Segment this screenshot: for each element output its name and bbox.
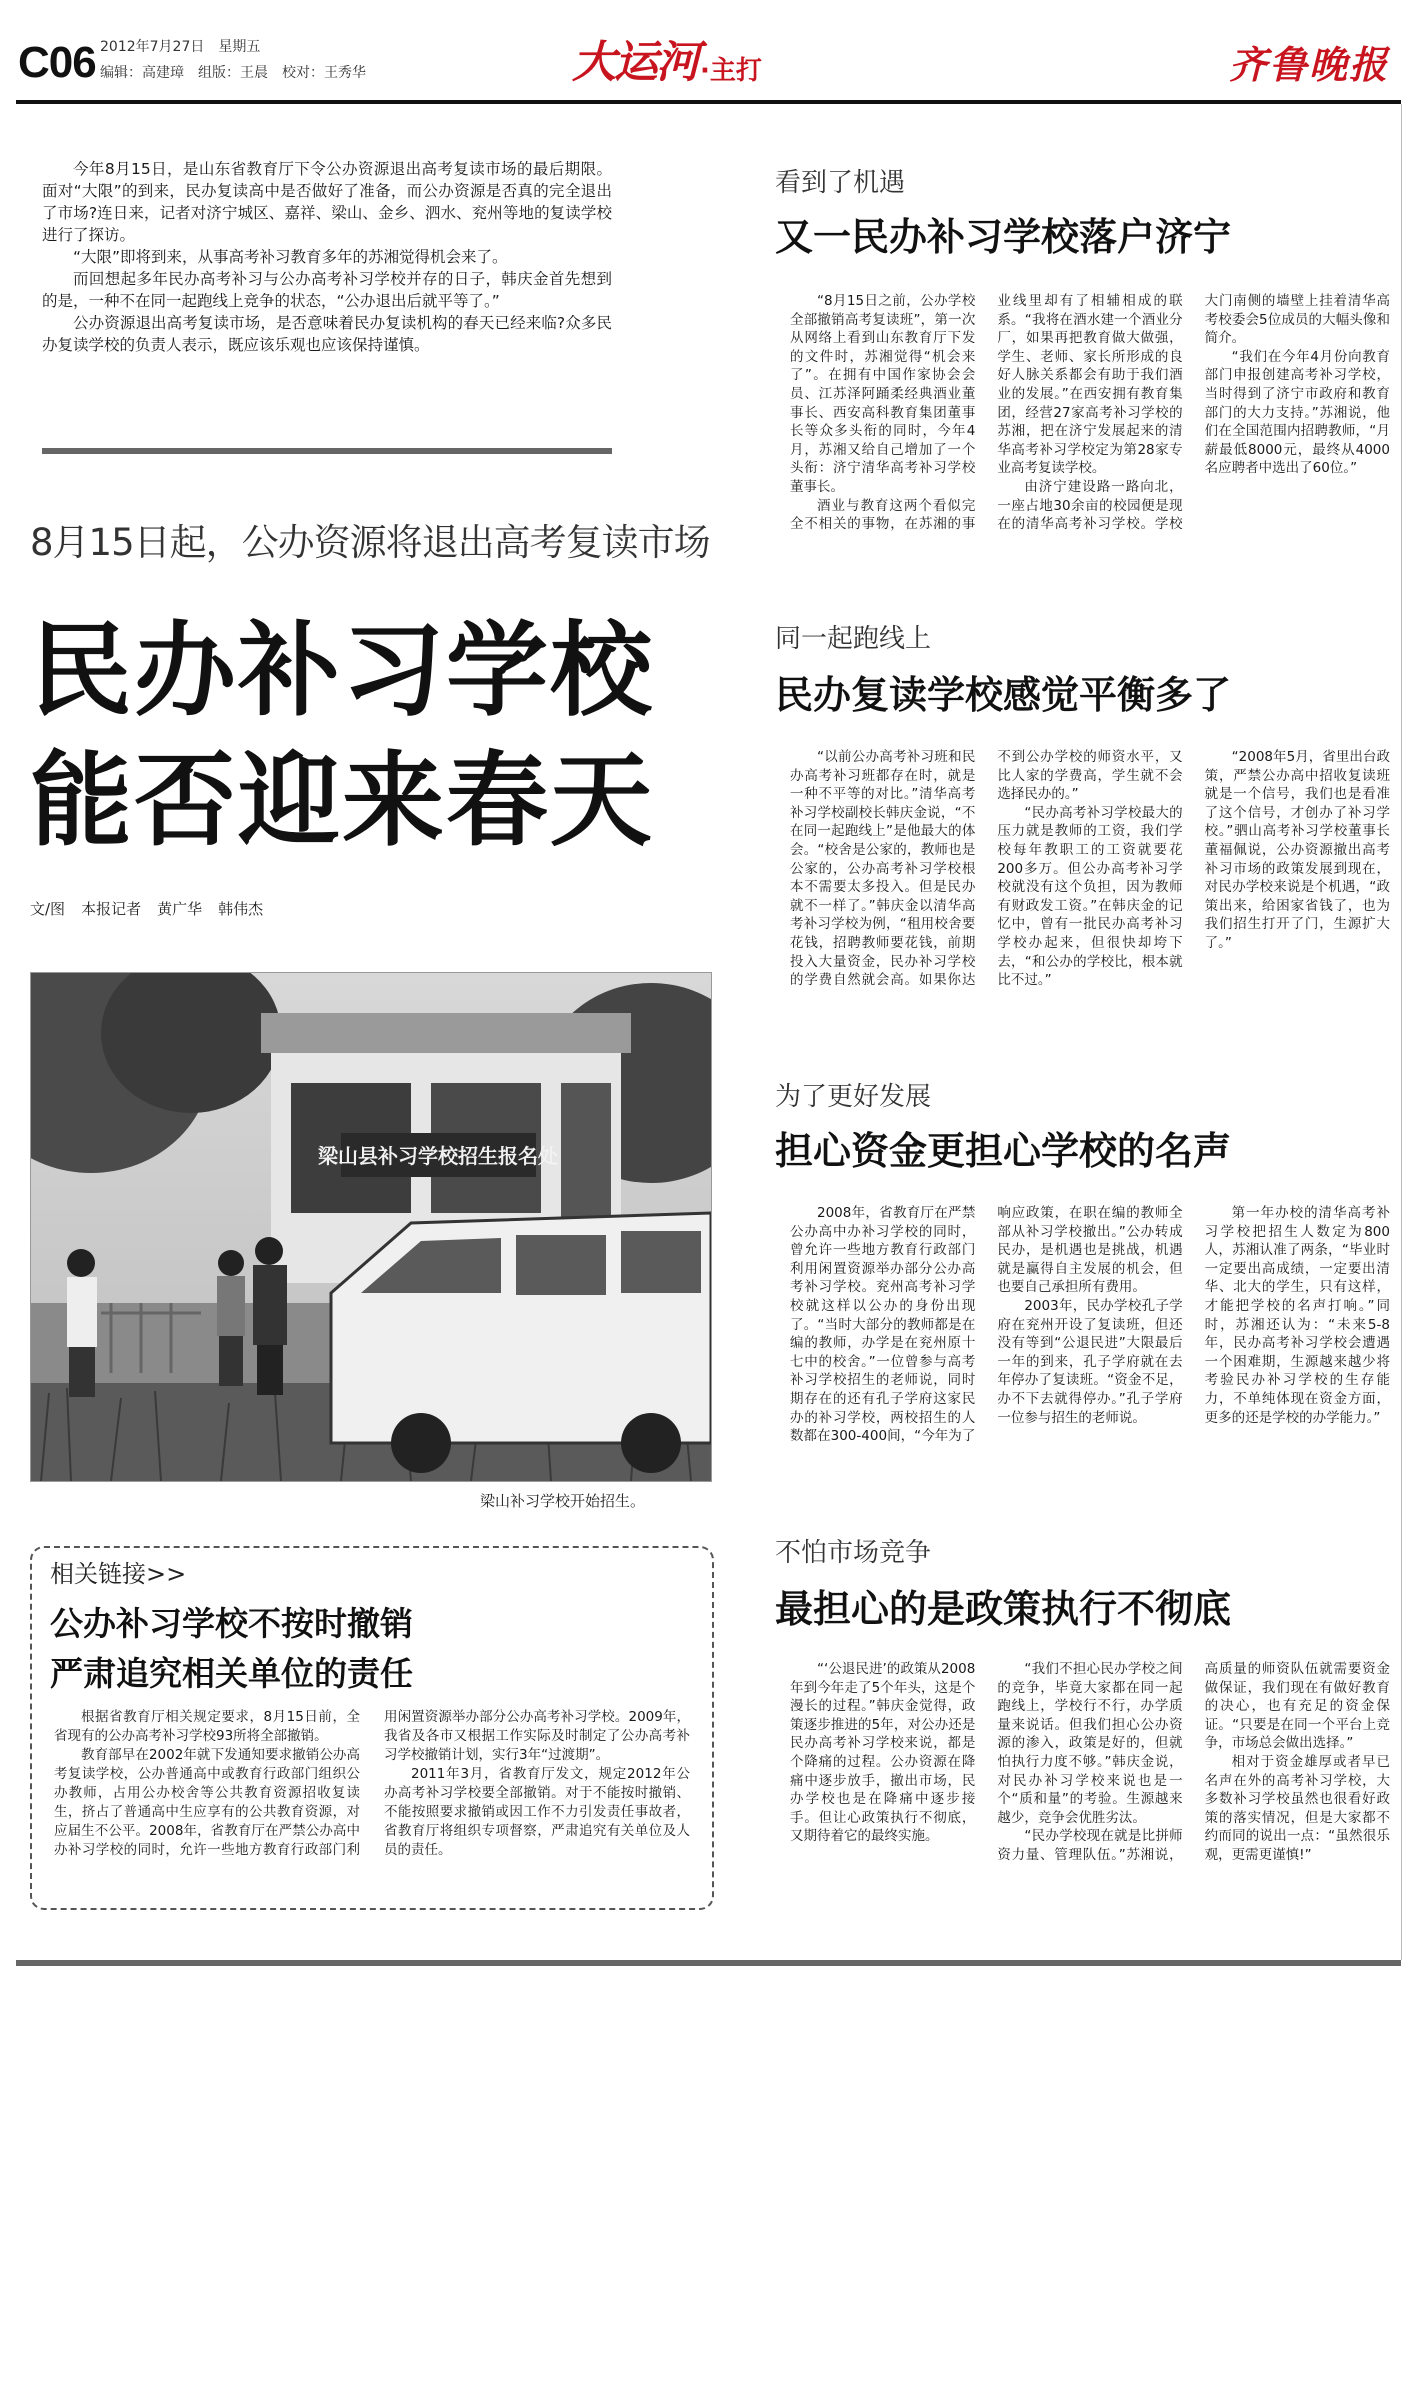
issue-date: 2012年7月27日 (100, 39, 205, 55)
intro-paragraph: 公办资源退出高考复读市场，是否意味着民办复读机构的春天已经来临?众多民办复读学校的负责人表示，既应该乐观也应该保持谨慎。 (42, 314, 612, 354)
editor-credit: 编辑：高建璋 (100, 65, 184, 81)
section-paragraph: 酒业与教育这两个看似完全不相关的事物，在苏湘的事业线里却有了相辅相成的联系。“我将在酒水建一个酒业分厂，如果再把教育做大做强，学生、老师、家长所形成的良好人脉关系都会有助于我们酒业的发展。”在西安拥有教育集团，经营27家高考补习学校的苏湘，把在济宁发展起来的清华高考补习学校定为第28家专业高考复读学校。 (790, 293, 1183, 533)
main-headline-line1: 民办补习学校 (30, 612, 654, 731)
section-paragraph: 相对于资金雄厚或者早已名声在外的高考补习学校，大多数补习学校虽然也很看好政策的落实情况，但是大家都不约而同的说出一点：“虽然很乐观，更需更谨慎!” (1204, 1753, 1390, 1863)
section-body (790, 748, 1390, 1040)
section-kicker: 看到了机遇 (775, 168, 906, 198)
intro-paragraph: 而回想起多年民办高考补习与公办高考补习学校并存的日子，韩庆金首先想到的是，一种不在同一起跑线上竞争的状态，“公办退出后就平等了。” (42, 270, 612, 310)
intro-summary (42, 158, 612, 454)
section-paragraph: 由济宁建设路一路向北，一座占地30余亩的校园便是现在的清华高考补习学校。学校大门南侧的墙壁上挂着清华高考校委会5位成员的大幅头像和简介。 (997, 293, 1390, 533)
section-body (790, 292, 1390, 582)
byline-role: 本报记者 (81, 900, 142, 918)
news-photo (30, 972, 712, 1482)
newspaper-masthead: 齐鲁晚报 (1228, 42, 1389, 87)
byline-name: 韩伟杰 (218, 900, 264, 918)
section-paragraph: 第一年办校的清华高考补习学校把招生人数定为800人，苏湘认准了两条，“毕业时一定要出高成绩，一定要出清华、北大的学生，只有这样，才能把学校的名声打响。”同时，苏湘还认为：“未来5-8年，民办高考补习学校会遭遇一个困难期，生源越来越少将考验民办补习学校的生存能力，不单纯体现在资金方面，更多的还是学校的办学能力。” (1204, 1205, 1390, 1426)
photo-banner: 梁山县补习学校招生报名处 (318, 1144, 558, 1168)
section-paragraph: “‘公退民进’的政策从2008年到今年走了5个年头，这是个漫长的过程。”韩庆金觉得，政策逐步推进的5年，对公办还是民办高考补习学校来说，都是个降痛的过程。公办资源在降痛中逐步放手，撤出市场，民办学校也是在降痛中逐步接手。但让心政策执行不彻底，又期待着它的最终实施。 (790, 1661, 976, 1845)
photo-caption: 梁山补习学校开始招生。 (480, 1492, 646, 1510)
section-kicker: 不怕市场竞争 (775, 1538, 932, 1568)
issue-weekday: 星期五 (218, 39, 261, 55)
staff-credits (100, 62, 380, 82)
section-body (790, 1204, 1390, 1492)
section-paragraph: “以前公办高考补习班和民办高考补习班都存在时，就是一种不平等的对比。”清华高考补习学校副校长韩庆金说，“不在同一起跑线上”是他最大的体会。“校舍是公家的，教师也是公家的，公办高考补习学校根本不需要太多投入。但是民办就不一样了。”韩庆金以清华高考补习学校为例，“租用校舍要花钱，招聘教师要花钱，前期投入大量资金，民办补习学校的学费自然就会高。如果你达不到公办学校的师资水平，又比人家的学费高，学生就不会选择民办的。” (790, 749, 1183, 989)
section-brand-logo: 大运河 (572, 37, 698, 88)
section-title: 又一民办补习学校落户济宁 (775, 215, 1232, 259)
related-body (54, 1708, 690, 1893)
layout-credit: 组版：王晨 (198, 65, 268, 81)
related-link-box (30, 1546, 714, 1910)
section-kicker: 为了更好发展 (775, 1082, 932, 1112)
main-kicker: 8月15日起，公办资源将退出高考复读市场 (30, 521, 710, 564)
section-subtitle: ·主打 (700, 56, 762, 86)
section-title: 担心资金更担心学校的名声 (775, 1129, 1232, 1173)
related-kicker: 相关链接>> (50, 1560, 187, 1588)
related-headline-line1: 公办补习学校不按时撤销 (50, 1604, 413, 1643)
section-paragraph: “2008年5月，省里出台政策，严禁公办高中招收复读班就是一个信号，我们也是看准了这个信号，才创办了补习学校。”驷山高考补习学校董事长董福佩说，公办资源撤出高考补习市场的政策发展到现在，对民办学校来说是个机遇，“政策出来，给困家省钱了，也为我们招生打开了门，生源扩大了。” (1204, 749, 1390, 951)
photo-illustration (31, 973, 711, 1481)
section-paragraph: “民办学校现在就是比拼师资力量、管理队伍。”苏湘说，高质量的师资队伍就需要资金做保证，我们现在有做好教育的决心，也有充足的资金保证。“只要是在同一个平台上竞争，市场总会做出选择。” (997, 1661, 1390, 1863)
section-title: 民办复读学校感觉平衡多了 (775, 673, 1232, 717)
section-paragraph: 2008年，省教育厅在严禁公办高中办补习学校的同时，曾允许一些地方教育行政部门利用闲置资源举办部分公办高考补习学校。兖州高考补习学校就这样以公办的身份出现了。“当时大部分的教师都是在编的教师，办学是在兖州原十七中的校舍。”一位曾参与高考补习学校招生的老师说，同时期存在的还有孔子学府这家民办的补习学校，两校招生的人数都在300-400间，“今年为了响应政策，在职在编的教师全部从补习学校撤出。”公办转成民办，是机遇也是挑战，机遇就是赢得自主发展的机会，但也要自己承担所有费用。 (790, 1205, 1183, 1445)
related-paragraph: 2011年3月，省教育厅发文，规定2012年公办高考补习学校要全部撤销。对于不能按时撤销、不能按照要求撤销或因工作不力引发责任事故者，省教育厅将组织专项督察，严肃追究有关单位及人员的责任。 (384, 1766, 690, 1858)
section-paragraph: “民办高考补习学校最大的压力就是教师的工资，我们学校每年教职工的工资就要花200多万。但公办高考补习学校就没有这个负担，因为教师有财政发工资。”在韩庆金的记忆中，曾有一批民办高考补习学校办起来，但很快却垮下去，“和公办的学校比，根本就比不过。” (997, 804, 1183, 989)
byline-name: 黄广华 (157, 900, 203, 918)
related-paragraph: 教育部早在2002年就下发通知要求撤销公办高考复读学校，公办普通高中或教育行政部门组织公办教师，占用公办校舍等公共教育资源招收复读生，挤占了普通高中生应享有的公共教育资源，对应届生不公平。2008年，省教育厅在严禁公办高中办补习学校的同时，允许一些地方教育行政部门利用闲置资源举办部分公办高考补习学校。2009年，我省及各市又根据工作实际及时制定了公办高考补习学校撤销计划，实行3年“过渡期”。 (54, 1709, 690, 1858)
section-body (790, 1660, 1390, 1950)
section-paragraph: 2003年，民办学校孔子学府在兖州开设了复读班，但还没有等到“公退民进”大限最后一年的到来，孔子学府就在去年停办了复读班。“资金不足，办不下去就得停办。”孔子学府一位参与招生的老师说。 (997, 1297, 1183, 1426)
byline (30, 898, 279, 919)
section-kicker: 同一起跑线上 (775, 624, 932, 654)
intro-paragraph: “大限”即将到来，从事高考补习教育多年的苏湘觉得机会来了。 (73, 248, 508, 266)
page-code: C06 (18, 38, 96, 87)
related-headline-line2: 严肃追究相关单位的责任 (50, 1654, 413, 1693)
intro-paragraph: 今年8月15日，是山东省教育厅下令公办资源退出高考复读市场的最后期限。面对“大限”的到来，民办复读高中是否做好了准备，而公办资源是否真的完全退出了市场?连日来，记者对济宁城区、嘉祥、梁山、金乡、泗水、兖州等地的复读学校进行了探访。 (42, 160, 612, 244)
section-paragraph: “我们不担心民办学校之间的竞争，毕竟大家都在同一起跑线上，学校行不行，办学质量来说话。但我们担心公办资源的渗入，政策是好的，但就怕执行力度不够。”韩庆金说，对民办补习学校来说也是一个“质和量”的考验。生源越来越少，竞争会优胜劣汰。 (997, 1661, 1183, 1826)
section-paragraph: “8月15日之前，公办学校全部撤销高考复读班”，第一次从网络上看到山东教育厅下发的文件时，苏湘觉得“机会来了”。在拥有中国作家协会会员、江苏泽阿踊柔经典酒业董事长、西安高科教育集团董事长等众多头衔的同时，今年4月，苏湘又给自己增加了一个头衔：济宁清华高考补习学校董事长。 (790, 293, 976, 495)
section-paragraph: “我们在今年4月份向教育部门申报创建高考补习学校，当时得到了济宁市政府和教育部门的大力支持。”苏湘说，他们在全国范围内招聘教师，“月薪最低8000元，最终从4000名应聘者中选出了60位。” (1204, 348, 1390, 477)
issue-date-line (100, 36, 274, 56)
footer-rule (16, 1960, 1401, 1966)
proofread-credit: 校对：王秀华 (282, 65, 366, 81)
section-title: 最担心的是政策执行不彻底 (775, 1587, 1232, 1631)
byline-prefix: 文/图 (30, 900, 66, 918)
related-paragraph: 根据省教育厅相关规定要求，8月15日前，全省现有的公办高考补习学校93所将全部撤销。 (54, 1709, 360, 1744)
main-headline-line2: 能否迎来春天 (30, 742, 654, 861)
